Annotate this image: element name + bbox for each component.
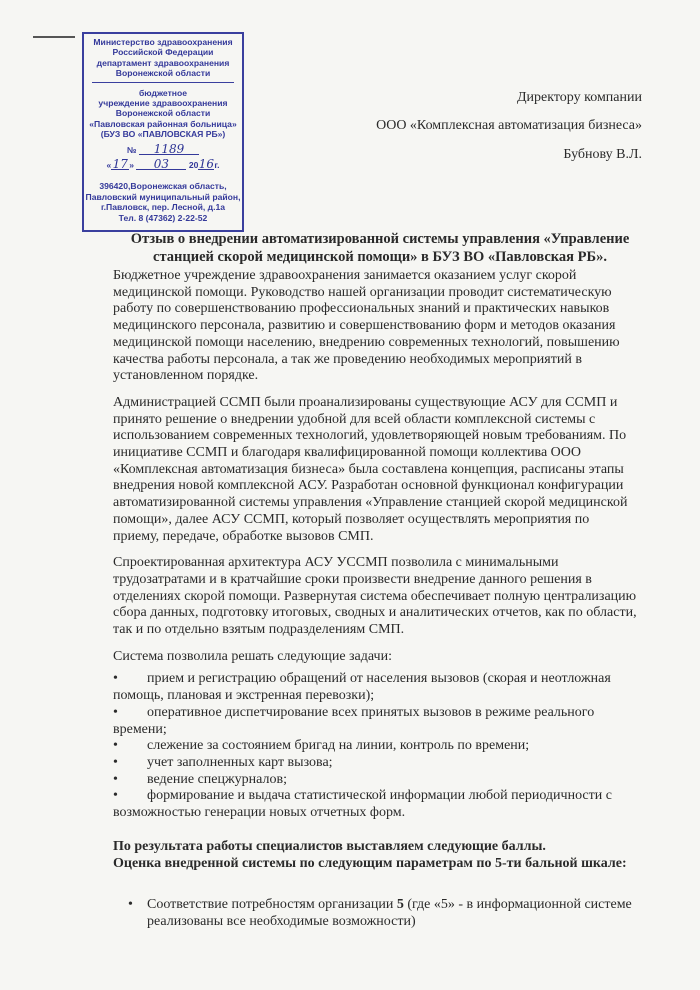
stamp-organization: [84, 88, 242, 140]
bullet-icon: •: [113, 788, 118, 804]
stamp-line: Российской Федерации: [112, 47, 214, 58]
stamp-date: «17» 03 2016г.: [106, 157, 220, 172]
stamp-line: Воронежской области: [115, 108, 211, 119]
task-item: [113, 755, 673, 772]
text-line: автоматизированной системы управления «Управление станцией скорой медицинской: [113, 495, 628, 511]
rating-heading-line: По результата работы специалистов выставляем следующие баллы.: [113, 838, 546, 854]
ratings-list: [113, 897, 673, 930]
stamp-line: департамент здравоохранения: [96, 57, 230, 68]
stamp-divider: [92, 82, 234, 83]
number-label: №: [127, 144, 137, 155]
paragraph-implementation: [113, 395, 673, 545]
task-item: [113, 738, 673, 755]
tasks-list: [113, 671, 673, 821]
stamp-number: [84, 141, 242, 156]
stamp-line: (БУЗ ВО «ПАВЛОВСКАЯ РБ»): [100, 129, 226, 140]
task-text: ведение спецжурналов;: [147, 771, 287, 787]
text-line: «Комплексная автоматизация бизнеса» была составлена концепция, расписаны этапы: [113, 461, 624, 477]
text-line: отделениях скорой помощи. Развернутая система обеспечивает полную централизацию: [113, 588, 637, 604]
task-text: формирование и выдача статистической информации любой периодичности с: [147, 788, 612, 804]
rating-note: (где «5» - в информационной системе: [407, 897, 632, 913]
document-body: [113, 268, 673, 931]
bullet-icon: •: [113, 738, 118, 754]
task-item-continuation: времени;: [113, 721, 167, 737]
addressee-company: ООО «Комплексная автоматизация бизнеса»: [376, 118, 642, 133]
text-line: медицинского персонала, развитию и совершенствованию форм и методов оказания: [113, 318, 616, 334]
stamp-line: 396420,Воронежская область,: [99, 181, 227, 192]
stamp-line: Воронежской области: [115, 68, 211, 79]
task-item-continuation: возможностью генерации новых отчетных форм.: [113, 805, 406, 821]
task-item: [113, 705, 673, 722]
text-line: Спроектированная архитектура АСУ УССМП позволила с минимальными: [113, 555, 559, 571]
text-line: инициативе ССМП и благодаря квалифицированной помощи коллектива ООО: [113, 445, 581, 461]
text-line: помощи», далее АСУ ССМП, который позволяет осуществлять мероприятия по: [113, 511, 590, 527]
text-line: приему, передаче, обработке вызовов СМП.: [113, 528, 374, 544]
text-line: установленном порядке.: [113, 368, 259, 384]
bullet-icon: •: [113, 771, 118, 787]
text-line: сбора данных, подготовку итоговых, сводных и аналитических отчетов, как по области,: [113, 605, 637, 621]
bullet-icon: •: [113, 704, 118, 720]
text-line: Система позволила решать следующие задачи:: [113, 648, 392, 664]
task-text: оперативное диспетчирование всех принятых вызовов в режиме реального: [147, 704, 595, 720]
stamp-line: Тел. 8 (47362) 2-22-52: [118, 212, 208, 223]
text-line: медицинской помощи. Руководство нашей организации проводит систематическую: [113, 284, 612, 300]
rating-item: [113, 897, 673, 930]
bullet-icon: •: [113, 754, 118, 770]
stamp-line: г.Павловск, пер. Лесной, д.1а: [100, 202, 226, 213]
text-line: трудозатратами и в кратчайшие сроки произвести внедрение данного решения в: [113, 571, 592, 587]
date-year-prefix: 20: [188, 160, 199, 171]
text-line: Бюджетное учреждение здравоохранения занимается оказанием услуг скорой: [113, 268, 577, 283]
stamp-line: учреждение здравоохранения: [98, 98, 228, 109]
stamp-line: бюджетное: [138, 87, 188, 98]
text-line: Администрацией ССМП были проанализированы существующие АСУ для ССМП и: [113, 394, 618, 410]
text-line: внедрения новой комплексной АСУ. Разработан основной функционал конфигурации: [113, 478, 624, 494]
stamp-line: Министерство здравоохранения: [93, 37, 233, 47]
stamp-spacer: [92, 175, 234, 176]
bullet-icon: •: [128, 897, 133, 913]
rating-score: 5: [396, 897, 404, 913]
rating-heading-line: Оценка внедренной системы по следующим параметрам по 5-ти бальной шкале:: [113, 855, 627, 871]
rating-heading: [113, 839, 673, 872]
stamp-address: [84, 181, 242, 223]
registration-stamp: [82, 32, 244, 232]
document-title: [100, 230, 660, 266]
task-item: [113, 671, 673, 688]
text-line: использованием современных технологий, удовлетворяющей новым требованиям. По: [113, 428, 627, 444]
scan-mark: [33, 36, 75, 38]
task-text: прием и регистрацию обращений от населения вызовов (скорая и неотложная: [147, 671, 611, 687]
title-line: Отзыв о внедрении автоматизированной системы управления «Управление: [130, 231, 630, 247]
date-year-suffix: 16: [198, 157, 215, 172]
date-year-end: г.: [214, 160, 220, 171]
text-line: так и по отдельно взятым подразделениям СМП.: [113, 622, 405, 638]
rating-note-rest: реализованы все необходимые возможности): [147, 913, 416, 929]
number-value: 1189: [139, 144, 199, 155]
bullet-icon: •: [113, 671, 118, 687]
text-line: медицинской помощи населению, внедрению современных технологий, повышению: [113, 334, 620, 350]
date-month: 03: [136, 159, 186, 170]
addressee-position: Директору компании: [517, 90, 642, 105]
text-line: принято решение о внедрении удобной для всей области комплексной системы с: [113, 411, 596, 427]
task-item: [113, 788, 673, 805]
stamp-line: Павловский муниципальный район,: [85, 191, 241, 202]
stamp-ministry: [84, 37, 242, 79]
paragraph-architecture: [113, 555, 673, 639]
text-line: работу по совершенствованию профессиональных знаний и практических навыков: [113, 301, 610, 317]
task-text: слежение за состоянием бригад на линии, контроль по времени;: [147, 738, 530, 754]
addressee-name: Бубнову В.Л.: [563, 147, 642, 162]
paragraph-intro: [113, 268, 673, 385]
stamp-line: «Павловская районная больница»: [89, 118, 237, 129]
task-item-continuation: помощь, плановая и экстренная перевозки);: [113, 688, 375, 704]
task-item: [113, 772, 673, 789]
task-text: учет заполненных карт вызова;: [147, 754, 333, 770]
paragraph-tasks-intro: [113, 649, 673, 666]
date-day: 17: [112, 157, 128, 172]
text-line: качества работы персонала, а так же проведению необходимых мероприятий в: [113, 351, 582, 367]
rating-label: Соответствие потребностям организации: [147, 897, 394, 913]
title-line: станцией скорой медицинской помощи» в БУЗ ВО «Павловская РБ».: [153, 249, 607, 265]
